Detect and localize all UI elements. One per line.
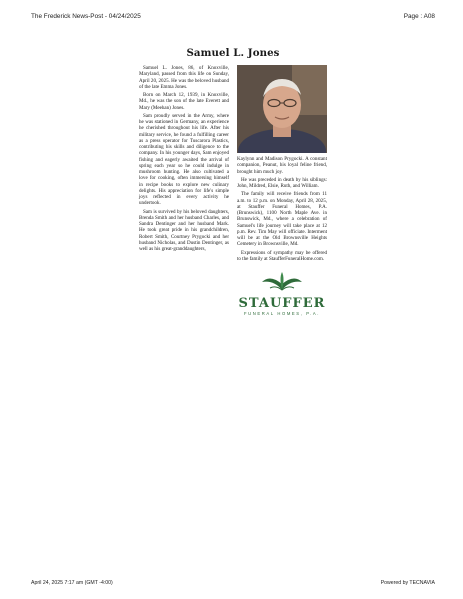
obituary-article (139, 47, 327, 316)
logo-subtitle: FUNERAL HOMES, P.A. (243, 311, 320, 316)
paragraph: Kaylynn and Madison Prygocki. A constant companion, Peanut, his loyal feline friend, brought him much joy. (237, 156, 327, 175)
newspaper-header-title: The Frederick News-Post - 04/24/2025 (31, 13, 141, 20)
powered-by-footer: Powered by TECNAVIA (380, 580, 435, 586)
right-column (237, 65, 327, 316)
paragraph: Sam is survived by his beloved daughters, Brenda Smith and her husband Charles, and Sandra Dentinger and her husband Mark. He took great pride in his grandchildren, Robert Smith, Courtney Prygocki and her husband Nicholas, and Dustin Dentinger, as well as his great-granddaughters, (139, 208, 229, 252)
paragraph: He was preceded in death by his siblings: John, Mildred, Elsie, Ruth, and William. (237, 176, 327, 189)
paragraph: Born on March 12, 1939, in Knoxville, Md., he was the son of the late Everett and Mary (Meehan) Jones. (139, 92, 229, 111)
logo-wordmark: STAUFFER (238, 296, 326, 311)
leaf-emblem-icon (252, 270, 312, 292)
left-column (139, 65, 229, 316)
article-columns (139, 65, 327, 316)
portrait-photo (237, 65, 327, 153)
paragraph: Expressions of sympathy may be offered to the family at StaufferFuneralHome.com. (237, 249, 327, 262)
paragraph: Sam proudly served in the Army, where he was stationed in Germany, an experience he cherished throughout his life. After his military service, he found a fulfilling career as a press operator for Tuscarora Plastics, contributing his skills and diligence to the company. In his younger days, Sam enjoyed fishing and eagerly awaited the arrival of spring each year so he could indulge in mushroom hunting. He also cultivated a love for cooking, often immersing himself in recipe books to explore new culinary delights. His appreciation for life's simple joys reflected in every activity he undertook. (139, 112, 229, 207)
paragraph: The family will receive friends from 11 a.m. to 12 p.m. on Monday, April 28, 2025, at Stauffer Funeral Homes, P.A. (Brunswick), 1100 North Maple Ave. in Brunswick, Md., where a celebration of Samuel's life journey will take place at 12 p.m. Rev. Tim May will officiate. Interment will be at the Old Brownsville Heights Cemetery in Brownsville, Md. (237, 191, 327, 248)
funeral-home-logo (237, 270, 327, 316)
paragraph: Samuel L. Jones, 86, of Knoxville, Maryland, passed from this life on Sunday, April 20, 2025. He was the beloved husband of the late Emma Jones. (139, 65, 229, 90)
obituary-title: Samuel L. Jones (186, 47, 280, 59)
page-number: Page : A08 (403, 13, 435, 20)
timestamp-footer: April 24, 2025 7:17 am (GMT -4:00) (31, 580, 113, 586)
